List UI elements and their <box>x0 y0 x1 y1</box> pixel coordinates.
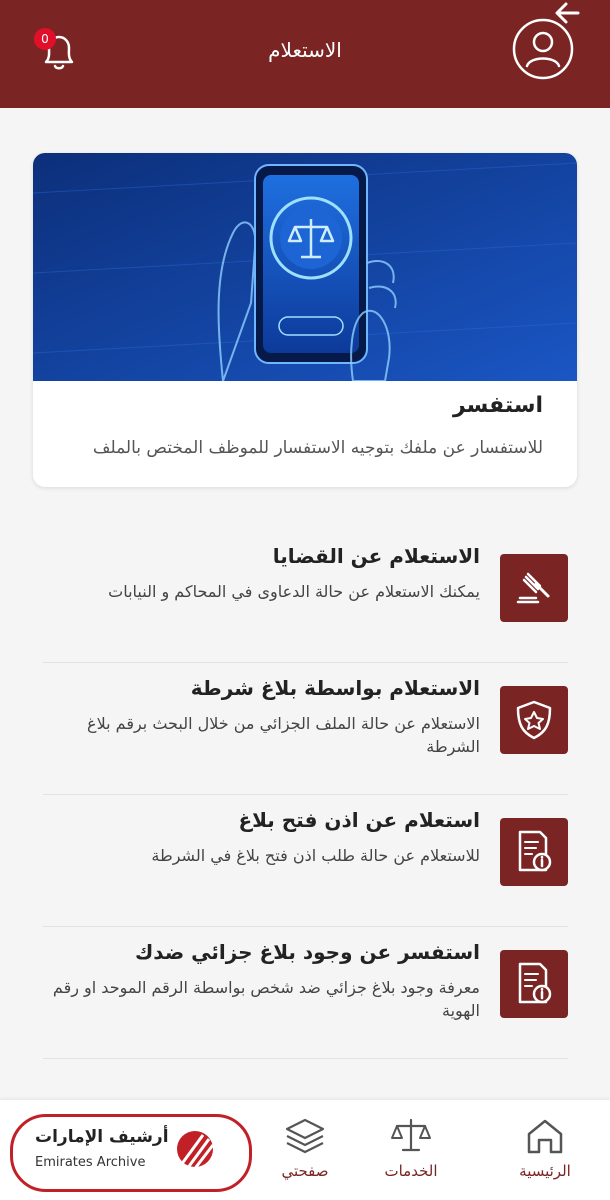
gavel-icon <box>500 554 568 622</box>
page-title: الاستعلام <box>268 38 342 62</box>
service-title: الاستعلام بواسطة بلاغ شرطة <box>190 676 480 700</box>
service-description: يمكنك الاستعلام عن حالة الدعاوى في المحاكم و النيابات <box>108 582 480 601</box>
service-title: استفسر عن وجود بلاغ جزائي ضدك <box>134 940 480 964</box>
service-description: للاستعلام عن حالة طلب اذن فتح بلاغ في الشرطة <box>151 846 480 865</box>
featured-card[interactable] <box>33 153 577 487</box>
service-title: استعلام عن اذن فتح بلاغ <box>238 808 480 832</box>
nav-my-page[interactable] <box>250 1116 360 1196</box>
service-description: معرفة وجود بلاغ جزائي ضد شخص بواسطة الرقم الموحد او رقم الهوية <box>52 978 480 1020</box>
scales-icon <box>389 1116 433 1156</box>
list-item[interactable] <box>43 794 568 927</box>
hero-image <box>33 153 577 381</box>
featured-title: استفسر <box>452 393 543 418</box>
document-info-icon <box>500 818 568 886</box>
nav-services-label: الخدمات <box>384 1162 438 1180</box>
layers-icon <box>283 1116 327 1156</box>
home-icon <box>523 1116 567 1156</box>
list-item[interactable] <box>43 662 568 795</box>
service-title: الاستعلام عن القضايا <box>272 544 480 568</box>
archive-logo-icon <box>173 1125 217 1179</box>
notification-badge: 0 <box>34 28 56 50</box>
nav-home-label: الرئيسية <box>519 1162 571 1180</box>
service-description: الاستعلام عن حالة الملف الجزائي من خلال البحث برقم بلاغ الشرطة <box>87 714 480 756</box>
app-header <box>0 0 610 108</box>
list-item[interactable] <box>43 926 568 1059</box>
police-badge-icon <box>500 686 568 754</box>
bottom-navigation <box>0 1100 610 1200</box>
watermark-arabic: أرشيف الإمارات <box>35 1127 169 1147</box>
nav-home[interactable] <box>490 1116 600 1196</box>
nav-my-page-label: صفحتي <box>281 1162 329 1180</box>
featured-description: للاستفسار عن ملفك بتوجيه الاستفسار للموظف المختص بالملف <box>92 438 543 458</box>
document-info-icon <box>500 950 568 1018</box>
watermark-english: Emirates Archive <box>35 1155 146 1170</box>
emirates-archive-watermark <box>10 1114 252 1192</box>
list-item[interactable] <box>43 530 568 663</box>
nav-services[interactable] <box>356 1116 466 1196</box>
